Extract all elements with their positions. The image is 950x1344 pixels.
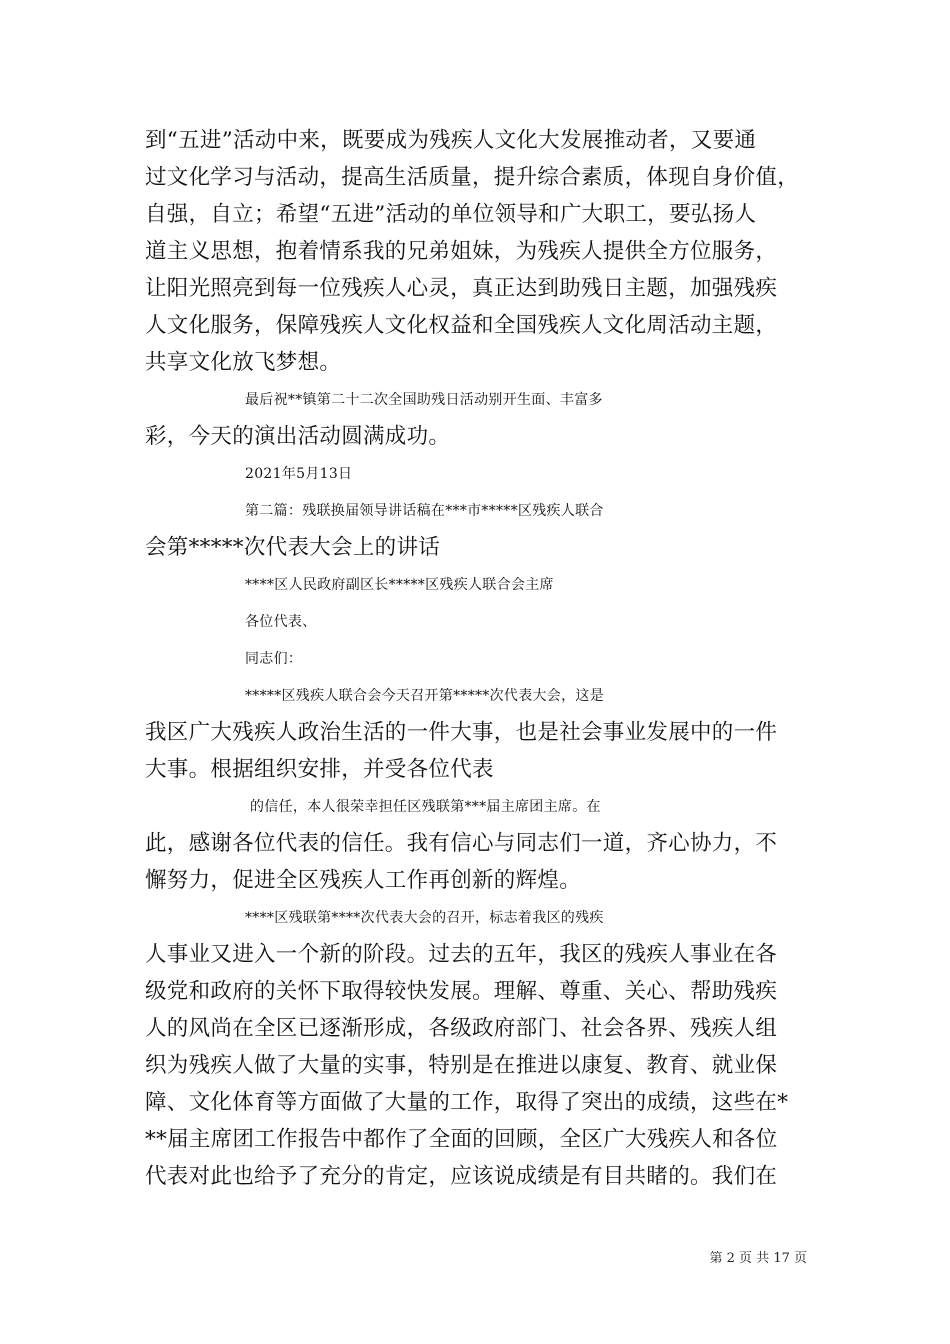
- body-text-line: 障、文化体育等方面做了大量的工作，取得了突出的成绩，这些在*: [145, 1090, 789, 1115]
- body-text-line: 大事。根据组织安排，并受各位代表: [145, 757, 494, 782]
- body-text-line: 人事业又进入一个新的阶段。过去的五年，我区的残疾人事业在各: [145, 942, 778, 967]
- body-text-line: 让阳光照亮到每一位残疾人心灵，真正达到助残日主题，加强残疾: [145, 276, 778, 301]
- body-text-line: **届主席团工作报告中都作了全面的回顾，全区广大残疾人和各位: [145, 1127, 778, 1152]
- salutation-line: 同志们：: [245, 651, 303, 667]
- date-line: 2021年5月13日: [245, 466, 353, 482]
- body-text-line: 代表对此也给予了充分的肯定，应该说成绩是有目共睹的。我们在: [145, 1164, 778, 1189]
- body-text-line: 自强，自立；希望“五进”活动的单位领导和广大职工，要弘扬人: [145, 202, 757, 227]
- body-text-line: 最后祝**镇第二十二次全国助残日活动别开生面、丰富多: [245, 392, 603, 408]
- body-text-line: 人的风尚在全区已逐渐形成，各级政府部门、社会各界、残疾人组: [145, 1016, 778, 1041]
- body-text-line: 懈努力，促进全区残疾人工作再创新的辉煌。: [145, 868, 582, 893]
- section-heading-line: 第二篇：残联换届领导讲话稿在***市*****区残疾人联合: [245, 503, 604, 519]
- speaker-line: ****区人民政府副区长*****区残疾人联合会主席: [245, 577, 554, 593]
- body-text-line: 的信任，本人很荣幸担任区残联第***届主席团主席。在: [250, 799, 601, 815]
- body-text-line: 过文化学习与活动，提高生活质量，提升综合素质，体现自身价值，: [145, 165, 800, 190]
- body-text-line: 到“五进”活动中来，既要成为残疾人文化大发展推动者，又要通: [145, 128, 757, 153]
- page-number: 第 2 页 共 17 页: [709, 1251, 807, 1266]
- body-text-line: 人文化服务，保障残疾人文化权益和全国残疾人文化周活动主题，: [145, 313, 778, 338]
- body-text-line: 共享文化放飞梦想。: [145, 350, 342, 375]
- body-text-line: 级党和政府的关怀下取得较快发展。理解、尊重、关心、帮助残疾: [145, 979, 778, 1004]
- body-text-line: 此，感谢各位代表的信任。我有信心与同志们一道，齐心协力，不: [145, 831, 778, 856]
- body-text-line: *****区残疾人联合会今天召开第*****次代表大会，这是: [245, 688, 604, 704]
- body-text-line: ****区残联第****次代表大会的召开，标志着我区的残疾: [245, 910, 604, 926]
- salutation-line: 各位代表、: [245, 614, 317, 630]
- body-text-line: 道主义思想，抱着情系我的兄弟姐妹，为残疾人提供全方位服务，: [145, 239, 778, 264]
- section-heading-line: 会第*****次代表大会上的讲话: [145, 535, 441, 560]
- body-text-line: 织为残疾人做了大量的实事，特别是在推进以康复、教育、就业保: [145, 1053, 778, 1078]
- body-text-line: 我区广大残疾人政治生活的一件大事，也是社会事业发展中的一件: [145, 720, 778, 745]
- body-text-line: 彩，今天的演出活动圆满成功。: [145, 424, 451, 449]
